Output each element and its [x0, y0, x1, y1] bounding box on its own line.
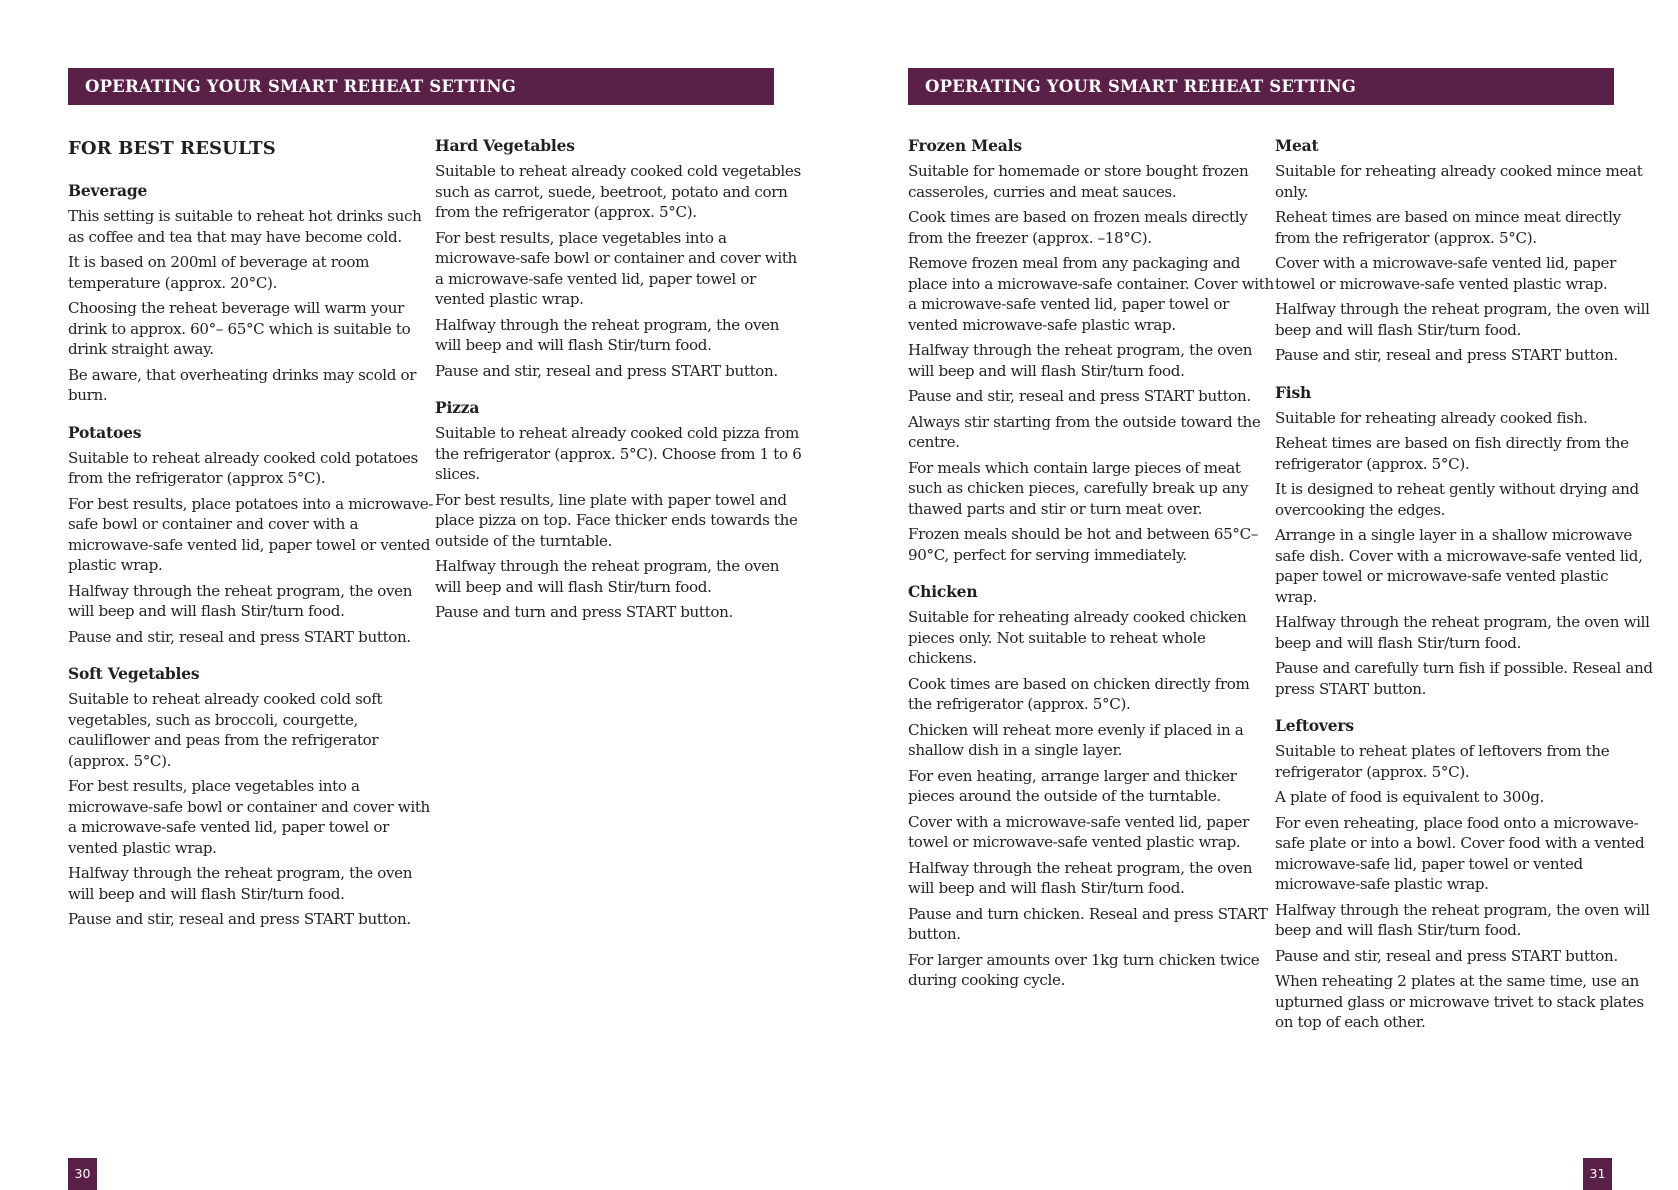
section-title: Hard Vegetables	[435, 136, 575, 155]
paragraph: Halfway through the reheat program, the oven will beep and will flash Stir/turn food.	[908, 858, 1253, 897]
paragraph: When reheating 2 plates at the same time, use an upturned glass or microwave trivet to stack plates on top of each other.	[1275, 972, 1644, 1031]
paragraph: Halfway through the reheat program, the oven will beep and will flash Stir/turn food.	[1275, 613, 1650, 652]
paragraph: Suitable for homemade or store bought frozen casseroles, curries and meat sauces.	[908, 162, 1249, 201]
paragraph: Suitable for reheating already cooked chicken pieces only. Not suitable to reheat whole chickens.	[908, 608, 1247, 667]
paragraph: Suitable to reheat already cooked cold potatoes from the refrigerator (approx 5°C).	[68, 448, 418, 487]
right-page-header: OPERATING YOUR SMART REHEAT SETTING	[908, 68, 1614, 105]
paragraph: Halfway through the reheat program, the oven will beep and will flash Stir/turn food.	[908, 341, 1253, 380]
paragraph: Pause and stir, reseal and press START button.	[68, 910, 411, 928]
section-chicken	[908, 582, 1276, 991]
section-title: Beverage	[68, 181, 148, 200]
paragraph: Pause and stir, reseal and press START button.	[1275, 346, 1618, 364]
section-meat	[1275, 136, 1653, 366]
paragraph: Pause and stir, reseal and press START button.	[68, 627, 411, 646]
paragraph: Pause and stir, reseal and press START button.	[908, 387, 1251, 405]
right-page-column-2	[1275, 136, 1653, 1050]
section-title: Meat	[1275, 136, 1319, 155]
paragraph: Reheat times are based on mince meat directly from the refrigerator (approx. 5°C).	[1275, 208, 1621, 247]
paragraph: Always stir starting from the outside toward the centre.	[908, 412, 1261, 451]
paragraph: Halfway through the reheat program, the oven will beep and will flash Stir/turn food.	[68, 581, 413, 620]
paragraph: It is based on 200ml of beverage at room temperature (approx. 20°C).	[68, 253, 370, 292]
paragraph: For best results, place potatoes into a microwave-safe bowl or container and cover with a microwave-safe vented lid, paper towel or vented plastic wrap.	[68, 494, 434, 574]
paragraph: A plate of food is equivalent to 300g.	[1275, 788, 1544, 806]
paragraph: Be aware, that overheating drinks may scold or burn.	[68, 365, 417, 404]
paragraph: Suitable for reheating already cooked mince meat only.	[1275, 162, 1643, 201]
left-page-column-2	[435, 136, 803, 640]
paragraph: For larger amounts over 1kg turn chicken twice during cooking cycle.	[908, 950, 1260, 989]
paragraph: For best results, place vegetables into a microwave-safe bowl or container and cover with a microwave-safe vented lid, paper towel or vented plastic wrap.	[435, 228, 797, 308]
paragraph: Cook times are based on frozen meals directly from the freezer (approx. –18°C).	[908, 208, 1248, 247]
paragraph: Cover with a microwave-safe vented lid, paper towel or microwave-safe vented plastic wrap.	[1275, 254, 1616, 293]
right-page-column-1	[908, 136, 1276, 1008]
paragraph: Halfway through the reheat program, the oven will beep and will flash Stir/turn food.	[68, 864, 413, 903]
page-number-right: 31	[1583, 1158, 1612, 1190]
section-frozen-meals	[908, 136, 1276, 565]
paragraph: For even reheating, place food onto a microwave-safe plate or into a bowl. Cover food with a vented microwave-safe lid, paper towel or vented microwave-safe plastic wrap.	[1275, 813, 1645, 893]
section-potatoes	[68, 423, 436, 648]
paragraph: It is designed to reheat gently without drying and overcooking the edges.	[1275, 480, 1639, 519]
paragraph: Halfway through the reheat program, the oven will beep and will flash Stir/turn food.	[435, 557, 780, 596]
section-title: Frozen Meals	[908, 136, 1022, 155]
paragraph: Pause and carefully turn fish if possible. Reseal and press START button.	[1275, 659, 1653, 698]
paragraph: Halfway through the reheat program, the oven will beep and will flash Stir/turn food.	[1275, 900, 1650, 939]
paragraph: Choosing the reheat beverage will warm your drink to approx. 60°– 65°C which is suitable to drink straight away.	[68, 299, 411, 358]
section-pizza	[435, 398, 803, 623]
paragraph: Pause and stir, reseal and press START button.	[435, 361, 778, 380]
paragraph: Suitable to reheat plates of leftovers from the refrigerator (approx. 5°C).	[1275, 742, 1610, 781]
section-title: Fish	[1275, 382, 1312, 402]
paragraph: Chicken will reheat more evenly if placed in a shallow dish in a single layer.	[908, 720, 1244, 759]
paragraph: Reheat times are based on fish directly from the refrigerator (approx. 5°C).	[1275, 434, 1629, 473]
paragraph: This setting is suitable to reheat hot drinks such as coffee and tea that may have become cold.	[68, 207, 422, 246]
paragraph: Halfway through the reheat program, the oven will beep and will flash Stir/turn food.	[1275, 300, 1650, 339]
section-hard-vegetables	[435, 136, 803, 381]
left-page-column-1	[68, 136, 436, 947]
section-title: Pizza	[435, 398, 480, 417]
section-title: Soft Vegetables	[68, 664, 200, 683]
section-title: Leftovers	[1275, 716, 1354, 735]
section-beverage	[68, 181, 436, 406]
section-title: Chicken	[908, 582, 978, 601]
paragraph: For even heating, arrange larger and thicker pieces around the outside of the turntable.	[908, 766, 1237, 805]
section-soft-vegetables	[68, 664, 436, 930]
section-fish	[1275, 383, 1653, 700]
paragraph: For meals which contain large pieces of meat such as chicken pieces, carefully break up any thawed parts and stir or turn meat over.	[908, 458, 1249, 518]
page-heading: FOR BEST RESULTS	[68, 138, 276, 159]
paragraph: Pause and turn and press START button.	[435, 603, 733, 621]
paragraph: For best results, place vegetables into a microwave-safe bowl or container and cover with a microwave-safe vented lid, paper towel or vented plastic wrap.	[68, 777, 430, 857]
paragraph: Pause and turn chicken. Reseal and press START button.	[908, 904, 1268, 943]
paragraph: Suitable to reheat already cooked cold soft vegetables, such as broccoli, courgette, cauliflower and peas from the refrigerator (approx. 5°C).	[68, 690, 383, 770]
page-number-left: 30	[68, 1158, 97, 1190]
paragraph: Pause and stir, reseal and press START button.	[1275, 946, 1618, 965]
paragraph: Suitable to reheat already cooked cold pizza from the refrigerator (approx. 5°C). Choose from 1 to 6 slices.	[435, 424, 802, 483]
section-title: Potatoes	[68, 422, 142, 442]
paragraph: Remove frozen meal from any packaging and place into a microwave-safe container. Cover with a microwave-safe vented lid, paper towel or vented microwave-safe plastic wrap.	[908, 254, 1274, 334]
paragraph: Halfway through the reheat program, the oven will beep and will flash Stir/turn food.	[435, 315, 780, 354]
paragraph: Suitable to reheat already cooked cold vegetables such as carrot, suede, beetroot, potato and corn from the refrigerator (approx. 5°C).	[435, 162, 801, 221]
left-page-header: OPERATING YOUR SMART REHEAT SETTING	[68, 68, 774, 105]
paragraph: Suitable for reheating already cooked fish.	[1275, 408, 1588, 427]
section-leftovers	[1275, 716, 1653, 1033]
paragraph: Frozen meals should be hot and between 65°C–90°C, perfect for serving immediately.	[908, 525, 1259, 564]
paragraph: For best results, line plate with paper towel and place pizza on top. Face thicker ends towards the outside of the turntable.	[435, 490, 798, 550]
paragraph: Cover with a microwave-safe vented lid, paper towel or microwave-safe vented plastic wrap.	[908, 812, 1249, 851]
paragraph: Cook times are based on chicken directly from the refrigerator (approx. 5°C).	[908, 674, 1250, 713]
paragraph: Arrange in a single layer in a shallow microwave safe dish. Cover with a microwave-safe vented lid, paper towel or microwave-safe vented plastic wrap.	[1275, 526, 1643, 606]
